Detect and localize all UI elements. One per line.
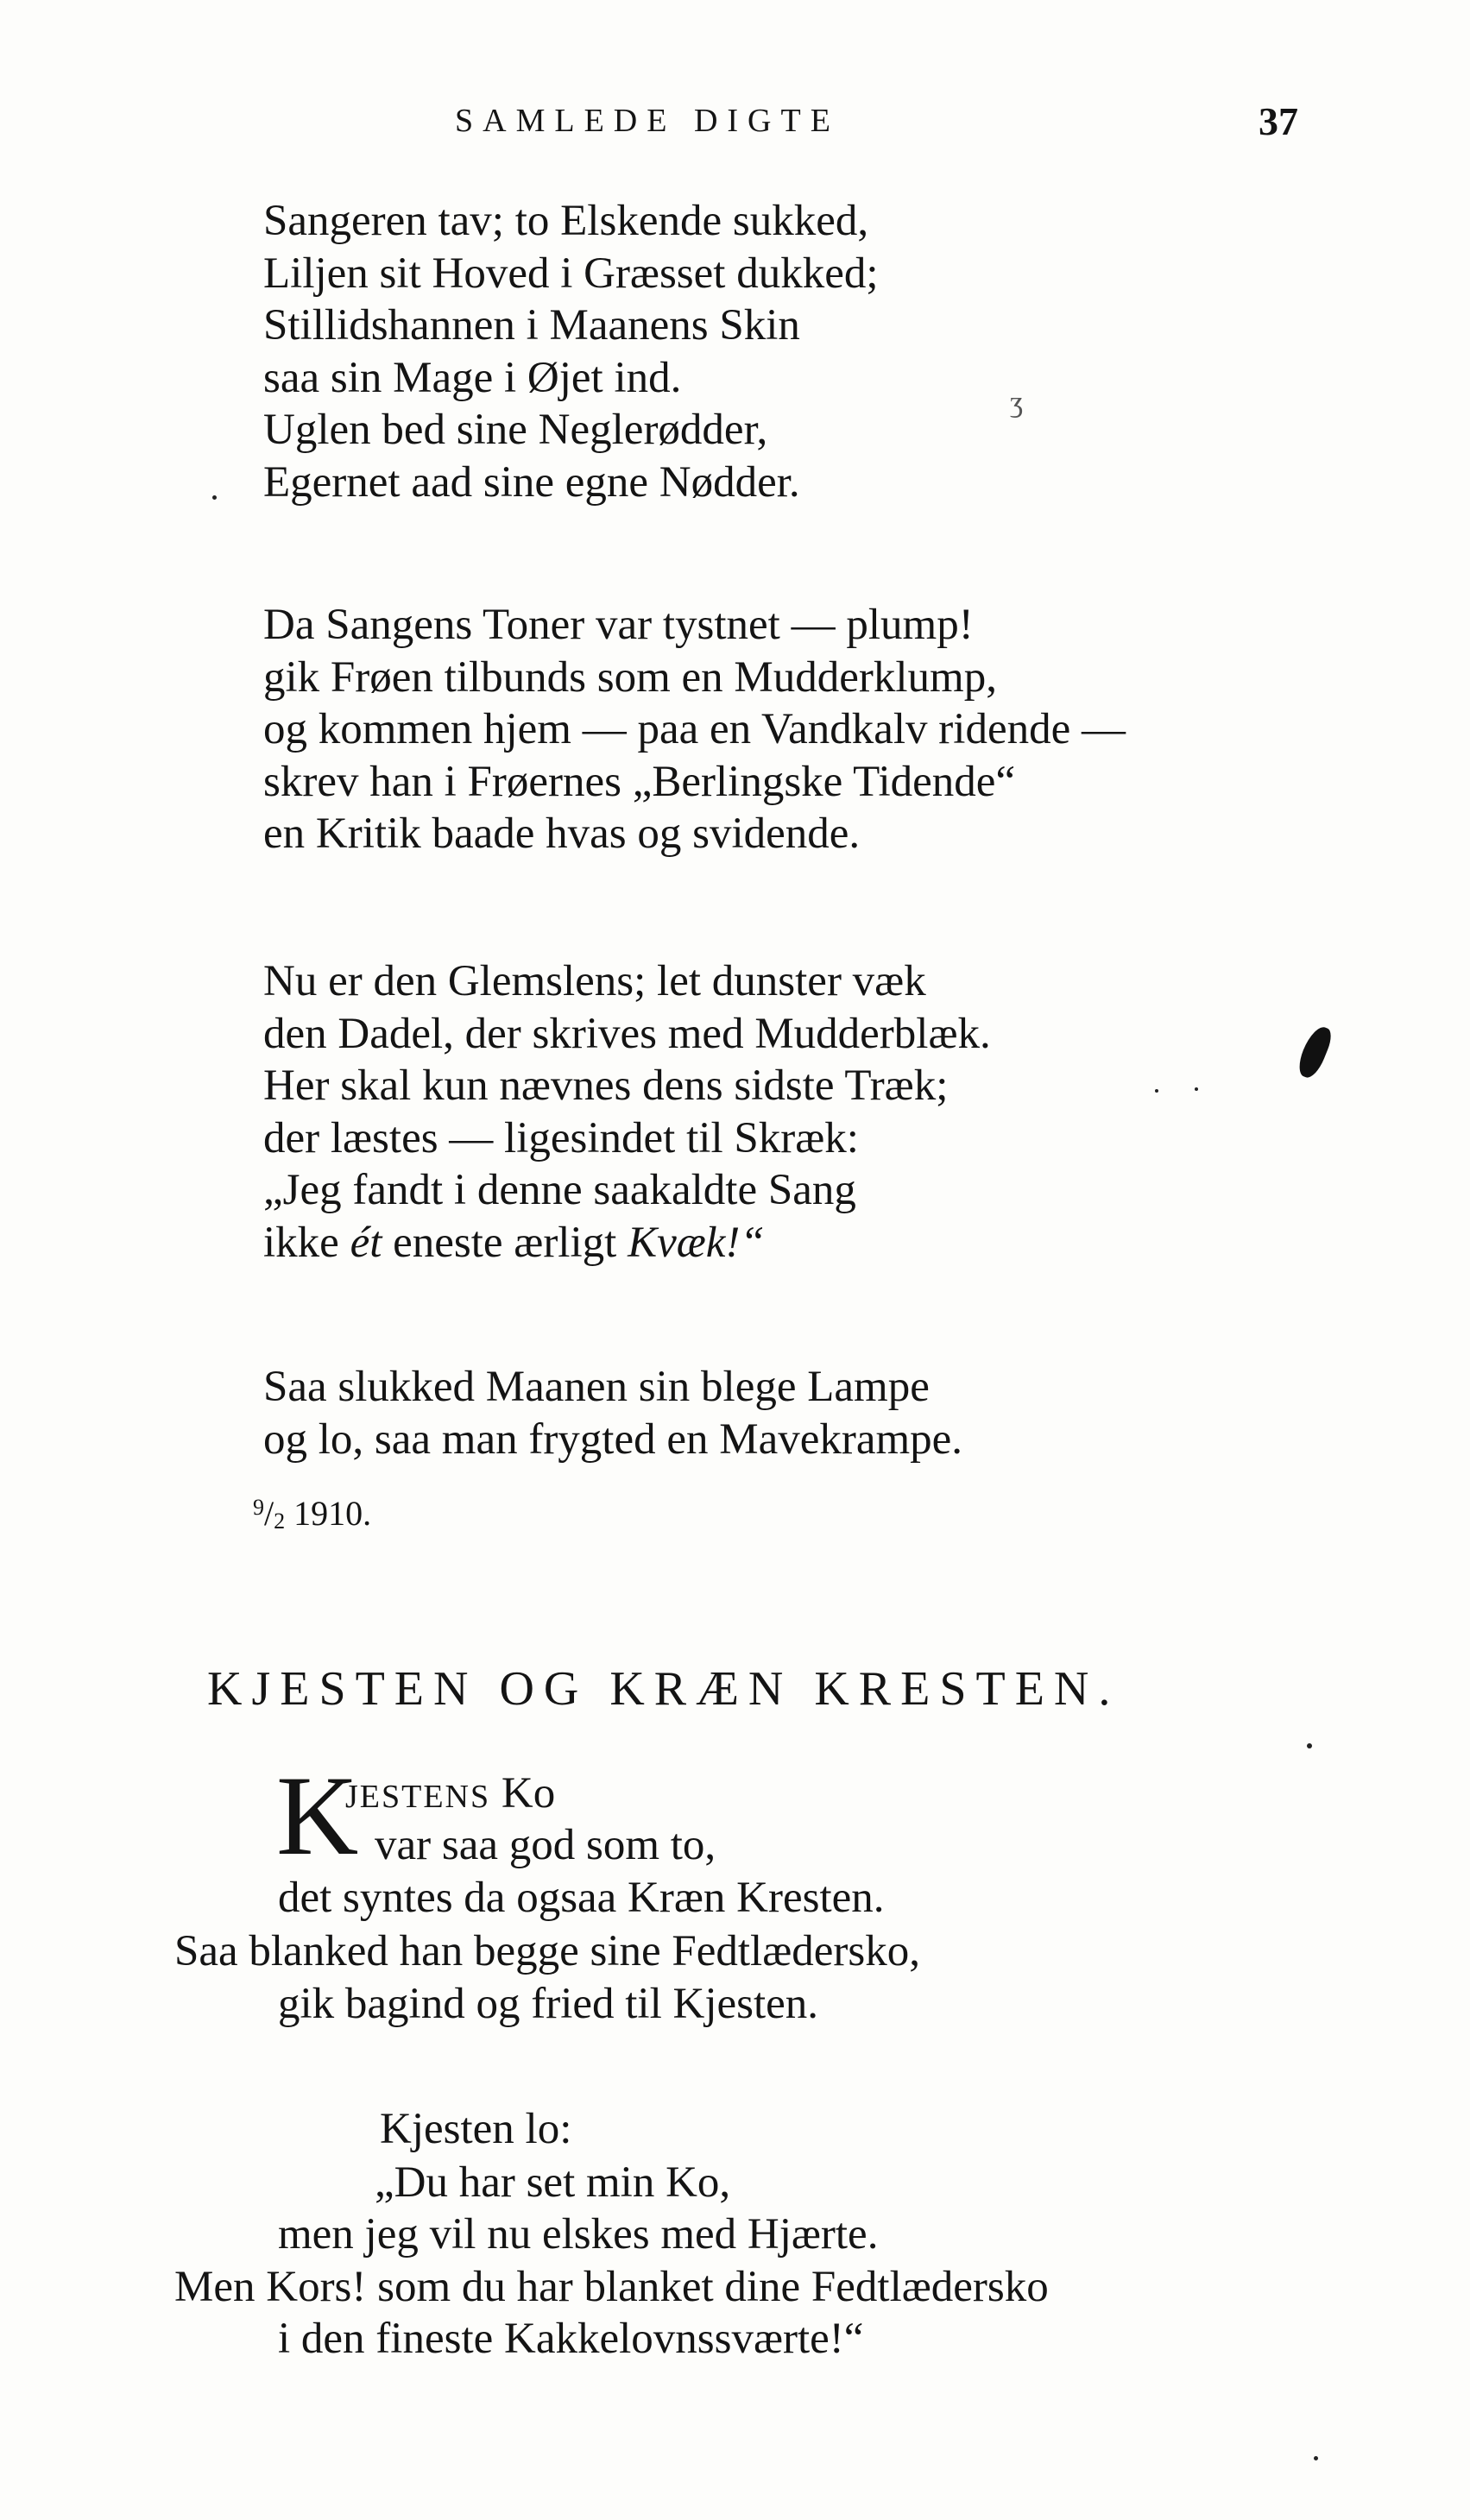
verse-line: men jeg vil nu elskes med Hjærte. <box>278 2210 879 2259</box>
stanza-1 <box>263 195 879 508</box>
verse-line: Liljen sit Hoved i Græsset dukked; <box>263 249 879 298</box>
verse-line: skrev han i Frøernes „Berlingske Tidende“ <box>263 757 1016 806</box>
date-year: 1910. <box>293 1494 372 1533</box>
verse-line: Saa blanked han begge sine Fedtlædersko, <box>174 1927 920 1975</box>
verse-line: og lo, saa man frygted en Mavekrampe. <box>263 1414 963 1464</box>
running-title: SAMLEDE DIGTE <box>455 103 840 139</box>
stanza-3 <box>263 955 991 1269</box>
verse-line: Egernet aad sine egne Nødder. <box>263 457 800 507</box>
dust-speck <box>1314 2456 1318 2460</box>
verse-line: „Du har set min Ko, <box>375 2158 731 2207</box>
verse-line: og kommen hjem — paa en Vandkalv ridende — <box>263 705 1126 753</box>
emphasis-quote: Kvæk!“ <box>628 1218 765 1267</box>
dust-speck <box>1195 1087 1198 1091</box>
emphasis-word: ét <box>350 1218 382 1267</box>
verse-line: det syntes da ogsaa Kræn Kresten. <box>278 1874 885 1922</box>
verse-line: Men Kors! som du har blanket dine Fedtlædersko <box>174 2263 1049 2311</box>
dust-speck <box>1307 1743 1312 1748</box>
page-number: 37 <box>1259 99 1298 143</box>
stanza-2 <box>263 599 1126 860</box>
stanza-4 <box>263 1361 962 1465</box>
verse-line: der læstes — ligesindet til Skræk: <box>263 1113 859 1162</box>
verse-line-with-emphasis <box>263 1217 991 1269</box>
dust-speck <box>212 495 217 500</box>
verse-line: Kjesten lo: <box>380 2105 572 2153</box>
date-day: 9 <box>253 1495 264 1520</box>
drop-cap-letter: K <box>276 1752 359 1879</box>
verse-line-first <box>345 1767 555 1823</box>
verse-line: „Jeg fandt i denne saakaldte Sang <box>263 1166 856 1214</box>
verse-line: gik bagind og fried til Kjesten. <box>278 1980 819 2028</box>
dust-speck <box>1155 1089 1158 1093</box>
verse-text: Ko <box>490 1769 556 1818</box>
verse-line: Nu er den Glemslens; let dunster væk <box>263 957 926 1005</box>
date-month: 2 <box>274 1509 286 1534</box>
verse-text: ikke <box>263 1218 350 1267</box>
first-word-smallcaps: JESTENS <box>345 1779 491 1815</box>
ink-blot <box>1294 1023 1334 1080</box>
verse-line: Sangeren tav; to Elskende sukked, <box>263 197 869 245</box>
verse-line: Uglen bed sine Neglerødder, <box>263 406 768 454</box>
verse-line: Stillidshannen i Maanens Skin <box>263 301 800 350</box>
verse-line: den Dadel, der skrives med Mudderblæk. <box>263 1009 991 1058</box>
verse-line: Saa slukked Maanen sin blege Lampe <box>263 1363 930 1411</box>
verse-text: eneste ærligt <box>382 1218 628 1267</box>
poem-date: $^9/_2$ 1910. <box>253 1494 372 1534</box>
verse-line: en Kritik baade hvas og svidende. <box>263 810 861 858</box>
verse-line: Da Sangens Toner var tystnet — plump! <box>263 601 974 649</box>
verse-line: saa sin Mage i Øjet ind. <box>263 353 682 402</box>
pencil-mark: ʒ <box>1010 387 1024 419</box>
verse-line: Her skal kun nævnes dens sidste Træk; <box>263 1062 949 1110</box>
verse-line: i den fineste Kakkelovnssværte!“ <box>278 2315 864 2363</box>
verse-line: gik Frøen tilbunds som en Mudderklump, <box>263 652 997 702</box>
verse-line: var saa god som to, <box>375 1821 716 1869</box>
poem-title: KJESTEN OG KRÆN KRESTEN. <box>207 1662 1120 1716</box>
